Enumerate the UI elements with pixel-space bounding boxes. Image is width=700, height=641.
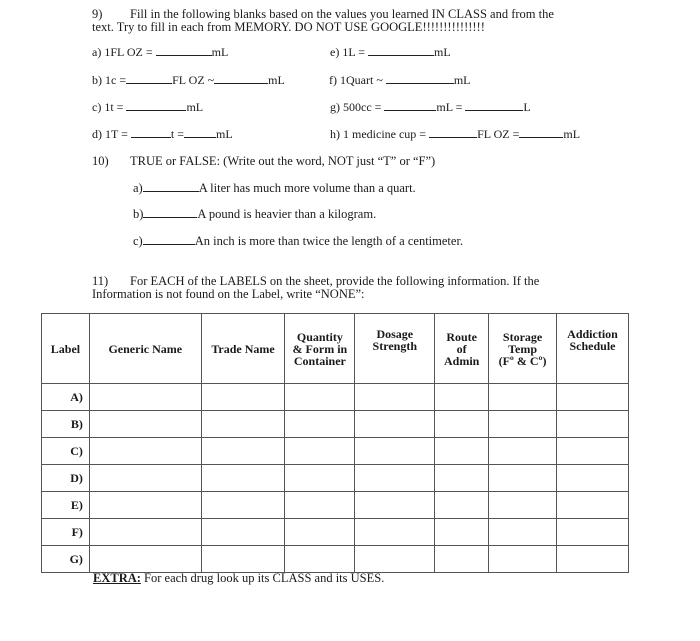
- label-info-table: [41, 313, 629, 573]
- tf-item-c-text: An inch is more than twice the length of a centimeter.: [194, 234, 464, 248]
- fill-h-blank-2[interactable]: [519, 127, 563, 138]
- table-cell[interactable]: [285, 438, 355, 465]
- question-10-text: TRUE or FALSE: (Write out the word, NOT just “T” or “F”): [130, 154, 436, 168]
- tf-item-a-text: A liter has much more volume than a quart.: [198, 181, 416, 195]
- fill-c-prefix: c) 1t =: [92, 100, 124, 114]
- question-9-number: 9): [92, 7, 103, 21]
- fill-f: [329, 73, 470, 88]
- fill-b-unit-1: FL OZ ~: [172, 73, 215, 87]
- table-row: [42, 519, 629, 546]
- table-row: [42, 438, 629, 465]
- question-10-number: 10): [92, 154, 109, 168]
- question-11-line2: Information is not found on the Label, write “NONE”:: [92, 287, 365, 301]
- fill-g-blank-1[interactable]: [384, 100, 436, 111]
- tf-item-b-label: b): [133, 207, 144, 221]
- extra-note: [93, 571, 384, 586]
- row-label: C): [42, 438, 90, 465]
- table-cell[interactable]: [285, 519, 355, 546]
- fill-b: [92, 73, 285, 88]
- fill-d: [92, 127, 233, 142]
- table-cell[interactable]: [557, 492, 629, 519]
- table-row: [42, 384, 629, 411]
- table-cell[interactable]: [489, 465, 557, 492]
- fill-a-unit: mL: [211, 45, 229, 59]
- fill-b-blank-2[interactable]: [214, 73, 268, 84]
- extra-text: For each drug look up its CLASS and its USES.: [140, 571, 385, 585]
- table-row: [42, 465, 629, 492]
- table-cell[interactable]: [489, 546, 557, 573]
- fill-g-unit-2: L: [523, 100, 531, 114]
- question-10-instruction: [92, 154, 435, 169]
- fill-c-unit: mL: [186, 100, 204, 114]
- header-trade-name: Trade Name: [201, 314, 285, 384]
- fill-a-prefix: a) 1FL OZ =: [92, 45, 153, 59]
- fill-e-blank[interactable]: [368, 45, 434, 56]
- fill-g-blank-2[interactable]: [465, 100, 523, 111]
- fill-f-unit: mL: [453, 73, 471, 87]
- extra-label: EXTRA:: [93, 571, 141, 585]
- header-quantity: Quantity & Form in Container: [285, 314, 355, 384]
- table-cell[interactable]: [201, 384, 285, 411]
- fill-b-prefix: b) 1c =: [92, 73, 127, 87]
- table-cell[interactable]: [355, 519, 435, 546]
- fill-e-prefix: e) 1L =: [330, 45, 365, 59]
- tf-item-b-blank[interactable]: [143, 207, 197, 218]
- fill-d-blank-2[interactable]: [184, 127, 216, 138]
- fill-d-unit-2: mL: [216, 127, 233, 141]
- fill-a: [92, 45, 228, 60]
- question-11-instructions: [92, 275, 582, 301]
- table-cell[interactable]: [435, 492, 489, 519]
- fill-b-blank-1[interactable]: [126, 73, 172, 84]
- question-9-line1: Fill in the following blanks based on the values you learned IN CLASS and from the: [130, 7, 554, 21]
- table-cell[interactable]: [89, 519, 201, 546]
- table-cell[interactable]: [89, 546, 201, 573]
- table-cell[interactable]: [557, 411, 629, 438]
- row-label: G): [42, 546, 90, 573]
- table-cell[interactable]: [435, 519, 489, 546]
- fill-d-prefix: d) 1T =: [92, 127, 128, 141]
- table-cell[interactable]: [355, 384, 435, 411]
- tf-item-c: [133, 234, 463, 249]
- header-addiction-schedule: Addiction Schedule: [557, 314, 629, 384]
- tf-item-c-label: c): [133, 234, 143, 248]
- table-cell[interactable]: [355, 546, 435, 573]
- table-cell[interactable]: [89, 438, 201, 465]
- table-cell[interactable]: [355, 438, 435, 465]
- fill-h: [330, 127, 580, 142]
- tf-item-b-text: A pound is heavier than a kilogram.: [197, 207, 377, 221]
- fill-f-prefix: f) 1Quart ~: [329, 73, 383, 87]
- header-storage-temp: Storage Temp (Fº & Cº): [489, 314, 557, 384]
- table-cell[interactable]: [489, 384, 557, 411]
- table-cell[interactable]: [355, 465, 435, 492]
- row-label: E): [42, 492, 90, 519]
- table-cell[interactable]: [201, 546, 285, 573]
- table-cell[interactable]: [435, 465, 489, 492]
- header-generic-name: Generic Name: [89, 314, 201, 384]
- tf-item-a-blank[interactable]: [143, 181, 199, 192]
- table-cell[interactable]: [489, 519, 557, 546]
- header-route: Route of Admin: [435, 314, 489, 384]
- header-dosage-strength: Dosage Strength: [355, 314, 435, 384]
- table-cell[interactable]: [557, 465, 629, 492]
- fill-g: [330, 100, 531, 115]
- table-cell[interactable]: [489, 411, 557, 438]
- fill-e: [330, 45, 451, 60]
- table-cell[interactable]: [557, 438, 629, 465]
- tf-item-b: [133, 207, 376, 222]
- question-9-instructions: [92, 8, 554, 34]
- row-label: B): [42, 411, 90, 438]
- fill-d-blank-1[interactable]: [131, 127, 171, 138]
- table-cell[interactable]: [435, 384, 489, 411]
- row-label: A): [42, 384, 90, 411]
- fill-g-unit-1: mL =: [436, 100, 463, 114]
- fill-d-unit-1: t =: [170, 127, 184, 141]
- fill-h-prefix: h) 1 medicine cup =: [330, 127, 427, 141]
- table-cell[interactable]: [355, 492, 435, 519]
- table-cell[interactable]: [201, 519, 285, 546]
- table-cell[interactable]: [201, 438, 285, 465]
- table-cell[interactable]: [285, 384, 355, 411]
- table-row: [42, 492, 629, 519]
- fill-b-unit-2: mL: [268, 73, 285, 87]
- table-cell[interactable]: [201, 411, 285, 438]
- fill-a-blank[interactable]: [156, 45, 212, 56]
- fill-c: [92, 100, 203, 115]
- table-cell[interactable]: [489, 438, 557, 465]
- table-cell[interactable]: [435, 411, 489, 438]
- row-label: F): [42, 519, 90, 546]
- fill-c-blank[interactable]: [126, 100, 186, 111]
- tf-item-a-label: a): [133, 181, 143, 195]
- tf-item-c-blank[interactable]: [143, 234, 195, 245]
- table-cell[interactable]: [557, 546, 629, 573]
- header-label: Label: [42, 314, 90, 384]
- table-cell[interactable]: [435, 546, 489, 573]
- table-cell[interactable]: [355, 411, 435, 438]
- fill-g-prefix: g) 500cc =: [330, 100, 382, 114]
- table-cell[interactable]: [285, 546, 355, 573]
- table-row: [42, 546, 629, 573]
- table-cell[interactable]: [201, 465, 285, 492]
- table-cell[interactable]: [89, 465, 201, 492]
- fill-h-unit-1: FL OZ =: [477, 127, 520, 141]
- fill-e-unit: mL: [433, 45, 451, 59]
- fill-h-blank-1[interactable]: [429, 127, 477, 138]
- table-header-row: [42, 314, 629, 384]
- table-cell[interactable]: [557, 384, 629, 411]
- fill-f-blank[interactable]: [386, 73, 454, 84]
- table-row: [42, 411, 629, 438]
- question-11-number: 11): [92, 274, 109, 288]
- table-cell[interactable]: [435, 438, 489, 465]
- table-cell[interactable]: [557, 519, 629, 546]
- table-cell[interactable]: [89, 384, 201, 411]
- row-label: D): [42, 465, 90, 492]
- table-cell[interactable]: [89, 492, 201, 519]
- question-11-line1: For EACH of the LABELS on the sheet, provide the following information. If the: [130, 274, 540, 288]
- fill-h-unit-2: mL: [563, 127, 581, 141]
- table-cell[interactable]: [89, 411, 201, 438]
- table-cell[interactable]: [285, 411, 355, 438]
- tf-item-a: [133, 181, 416, 196]
- question-9-line2: text. Try to fill in each from MEMORY. DO NOT USE GOOGLE!!!!!!!!!!!!!!!: [92, 20, 485, 34]
- table-cell[interactable]: [201, 492, 285, 519]
- table-cell[interactable]: [489, 492, 557, 519]
- table-cell[interactable]: [285, 492, 355, 519]
- table-cell[interactable]: [285, 465, 355, 492]
